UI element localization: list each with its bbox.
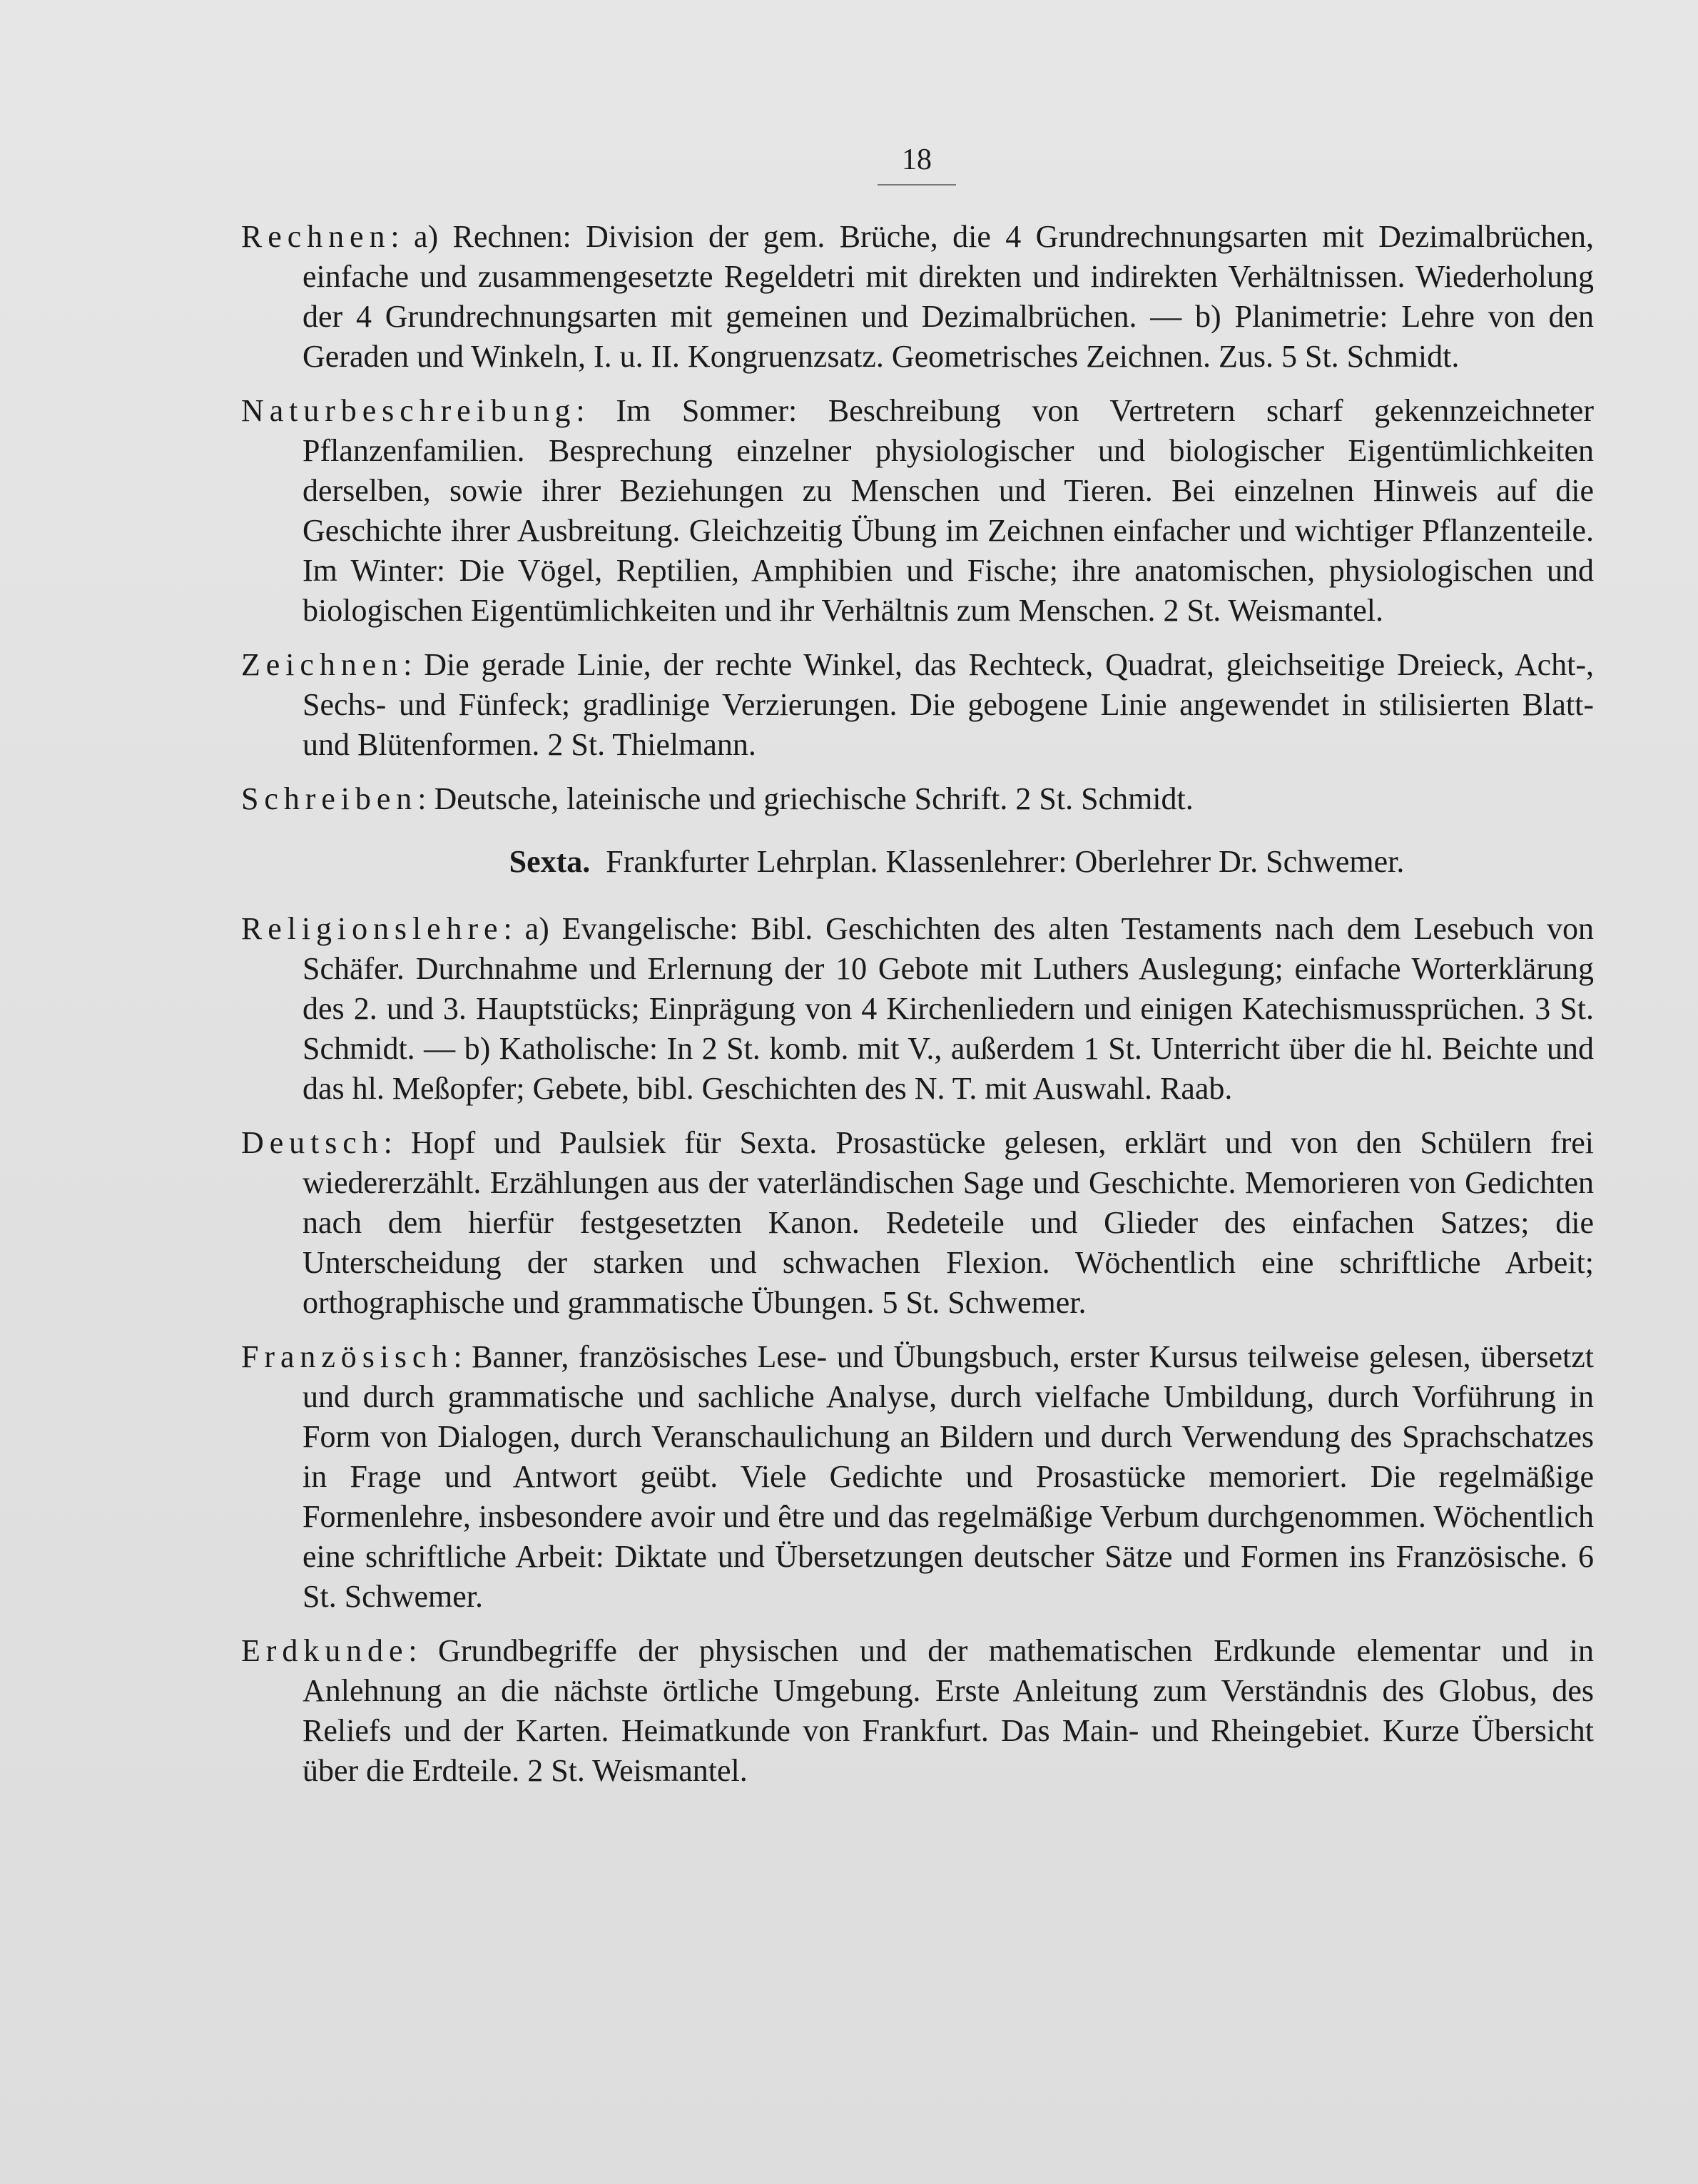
- paragraph-deutsch: [241, 1123, 1594, 1323]
- subject-term: Schreiben: [241, 781, 418, 816]
- subject-term: Französisch: [241, 1339, 454, 1374]
- paragraph-text: : Banner, französisches Lese- und Übungsbuch, erster Kursus teilweise gelesen, übersetzt und durch grammatische und sachliche Analyse, durch vielfache Umbildung, durch Vorführung in Form von Dialogen, durch Veranschaulichung an Bildern und durch Verwendung des Sprachschatzes in Frage und Antwort geübt. Viele Gedichte und Prosastücke memoriert. Die regelmäßige Formenlehre, insbesondere avoir und être und das regelmäßige Verbum durchgenommen. Wöchentlich eine schriftliche Arbeit: Diktate und Übersetzungen deutscher Sätze und Formen ins Französische. 6 St. Schwemer.: [303, 1339, 1594, 1614]
- paragraph-text: : a) Evangelische: Bibl. Geschichten des alten Testaments nach dem Lesebuch von Schäfer. Durchnahme und Erlernung der 10 Gebote mit Luthers Auslegung; einfache Worterklärung des 2. und 3. Hauptstücks; Einprägung von 4 Kirchenliedern und einigen Katechismussprüchen. 3 St. Schmidt. — b) Katholische: In 2 St. komb. mit V., außerdem 1 St. Unterricht über die hl. Beichte und das hl. Meßopfer; Gebete, bibl. Geschichten des N. T. mit Auswahl. Raab.: [303, 911, 1594, 1106]
- paragraph-text: : Hopf und Paulsiek für Sexta. Prosastücke gelesen, erklärt und von den Schülern frei wiedererzählt. Erzählungen aus der vaterländischen Sage und Geschichte. Memorieren von Gedichten nach dem hierfür festgesetzten Kanon. Redeteile und Glieder des einfachen Satzes; die Unterscheidung der starken und schwachen Flexion. Wöchentlich eine schriftliche Arbeit; orthographische und grammatische Übungen. 5 St. Schwemer.: [303, 1125, 1594, 1320]
- paragraph-zeichnen: [241, 645, 1594, 765]
- paragraph-schreiben: [241, 779, 1594, 819]
- subject-term: Religionslehre: [241, 911, 504, 946]
- paragraph-erdkunde: [241, 1631, 1594, 1791]
- paragraph-text: : Die gerade Linie, der rechte Winkel, das Rechteck, Quadrat, gleichseitige Dreieck, Acht-, Sechs- und Fünfeck; gradlinige Verzierungen. Die gebogene Linie angewendet in stilisierten Blatt- und Blütenformen. 2 St. Thielmann.: [303, 647, 1594, 762]
- paragraph-text: : Deutsche, lateinische und griechische Schrift. 2 St. Schmidt.: [417, 781, 1194, 816]
- paragraph-naturbeschreibung: [241, 391, 1594, 631]
- paragraph-rechnen: [241, 217, 1594, 377]
- paragraph-religionslehre: [241, 909, 1594, 1109]
- paragraph-text: : a) Rechnen: Division der gem. Brüche, die 4 Grundrechnungsarten mit Dezimalbrüchen, einfache und zusammengesetzte Regeldetri mit direkten und indirekten Verhältnissen. Wiederholung der 4 Grundrechnungsarten mit gemeinen und Dezimalbrüchen. — b) Planimetrie: Lehre von den Geraden und Winkeln, I. u. II. Kongruenzsatz. Geometrisches Zeichnen. Zus. 5 St. Schmidt.: [303, 219, 1594, 374]
- paragraph-text: : Grundbegriffe der physischen und der mathematischen Erdkunde elementar und in Anlehnung an die nächste örtliche Umgebung. Erste Anleitung zum Verständnis des Globus, des Reliefs und der Karten. Heimatkunde von Frankfurt. Das Main- und Rheingebiet. Kurze Übersicht über die Erdteile. 2 St. Weismantel.: [303, 1633, 1594, 1788]
- section-heading: [241, 842, 1594, 882]
- subject-term: Rechnen: [241, 219, 391, 254]
- subject-term: Naturbeschreibung: [241, 393, 576, 428]
- paragraph-franzoesisch: [241, 1337, 1594, 1617]
- subject-term: Erdkunde: [241, 1633, 409, 1668]
- subject-term: Deutsch: [241, 1125, 384, 1160]
- paragraph-text: : Im Sommer: Beschreibung von Vertretern scharf gekennzeichneter Pflanzenfamilien. Besprechung einzelner physiologischer und biologischer Eigentümlichkeiten derselben, sowie ihrer Beziehungen zu Menschen und Tieren. Bei einzelnen Hinweis auf die Geschichte ihrer Ausbreitung. Gleichzeitig Übung im Zeichnen einfacher und wichtiger Pflanzenteile. Im Winter: Die Vögel, Reptilien, Amphibien und Fische; ihre anatomischen, physiologischen und biologischen Eigentümlichkeiten und ihr Verhältnis zum Menschen. 2 St. Weismantel.: [303, 393, 1594, 628]
- section-subtitle: Frankfurter Lehrplan. Klassenlehrer: Oberlehrer Dr. Schwemer.: [606, 844, 1405, 879]
- body-text: [241, 217, 1594, 1805]
- section-title: Sexta.: [509, 844, 591, 879]
- page-number: 18: [878, 143, 956, 186]
- subject-term: Zeichnen: [241, 647, 404, 682]
